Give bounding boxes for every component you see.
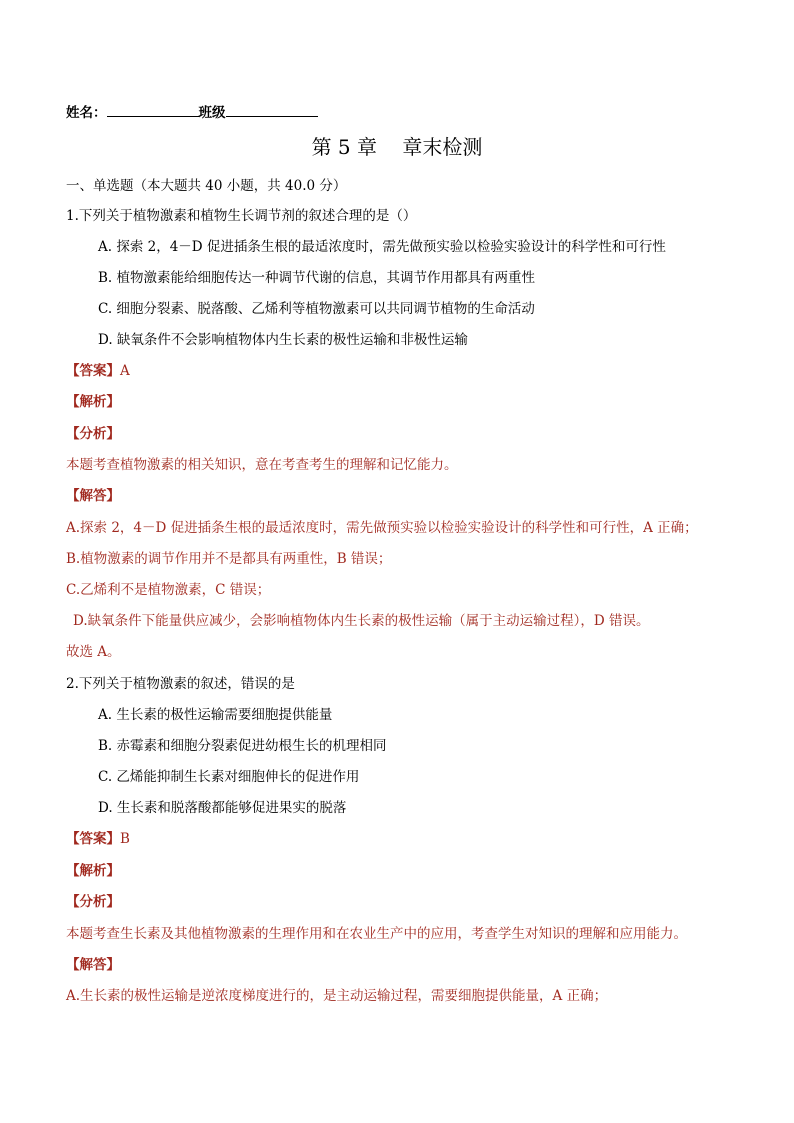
q1-answer-label: 【答案】 [66, 363, 120, 379]
q1-fenxi-text: 本题考查植物激素的相关知识，意在考查考生的理解和记忆能力。 [66, 457, 458, 473]
q1-jieda-label: 【解答】 [66, 488, 120, 504]
q2-answer [66, 829, 130, 849]
header-line [66, 102, 318, 123]
q1-jieda-d: D.缺氧条件下能量供应减少，会影响植物体内生长素的极性运输（属于主动运输过程），D 错误。 [73, 613, 650, 629]
q1-answer [66, 361, 130, 381]
q2-fenxi-label: 【分析】 [66, 894, 120, 910]
q2-stem: 2.下列关于植物激素的叙述，错误的是 [66, 676, 295, 692]
q1-stem: 1.下列关于植物激素和植物生长调节剂的叙述合理的是（） [66, 208, 417, 224]
name-blank [107, 102, 199, 117]
q2-option-b: B. 赤霉素和细胞分裂素促进幼根生长的机理相同 [98, 738, 387, 754]
page-title: 第 5 章 章末检测 [311, 135, 483, 159]
q1-jieda-c: C.乙烯利不是植物激素，C 错误； [66, 582, 271, 598]
q2-option-a: A. 生长素的极性运输需要细胞提供能量 [98, 707, 333, 723]
q1-jieda-a: A.探索 2，4－D 促进插条生根的最适浓度时，需先做预实验以检验实验设计的科学性和可行性，A 正确； [66, 520, 698, 536]
class-blank [226, 102, 318, 117]
q1-option-d: D. 缺氧条件不会影响植物体内生长素的极性运输和非极性运输 [98, 332, 468, 348]
q2-jieda-label: 【解答】 [66, 957, 120, 973]
q1-answer-value: A [120, 363, 130, 379]
q1-option-a: A. 探索 2，4－D 促进插条生根的最适浓度时，需先做预实验以检验实验设计的科学性和可行性 [98, 239, 666, 255]
name-label: 姓名： [66, 105, 107, 121]
q1-fenxi-label: 【分析】 [66, 426, 120, 442]
q1-option-b: B. 植物激素能给细胞传达一种调节代谢的信息，其调节作用都具有两重性 [98, 270, 536, 286]
q2-answer-value: B [120, 831, 130, 847]
q2-analysis-label: 【解析】 [66, 863, 120, 879]
class-label: 班级 [198, 105, 226, 121]
section-heading: 一、单选题（本大题共 40 小题，共 40.0 分） [66, 178, 347, 194]
q1-option-c: C. 细胞分裂素、脱落酸、乙烯利等植物激素可以共同调节植物的生命活动 [98, 301, 535, 317]
q2-option-c: C. 乙烯能抑制生长素对细胞伸长的促进作用 [98, 769, 360, 785]
q2-answer-label: 【答案】 [66, 831, 120, 847]
q2-option-d: D. 生长素和脱落酸都能够促进果实的脱落 [98, 800, 347, 816]
q1-analysis-label: 【解析】 [66, 394, 120, 410]
q1-jieda-b: B.植物激素的调节作用并不是都具有两重性，B 错误； [66, 551, 392, 567]
q2-jieda-a: A.生长素的极性运输是逆浓度梯度进行的，是主动运输过程，需要细胞提供能量，A 正确； [66, 988, 608, 1004]
q2-fenxi-text: 本题考查生长素及其他植物激素的生理作用和在农业生产中的应用，考查学生对知识的理解和应用能力。 [66, 926, 687, 942]
q1-conclusion: 故选 A。 [66, 644, 121, 660]
